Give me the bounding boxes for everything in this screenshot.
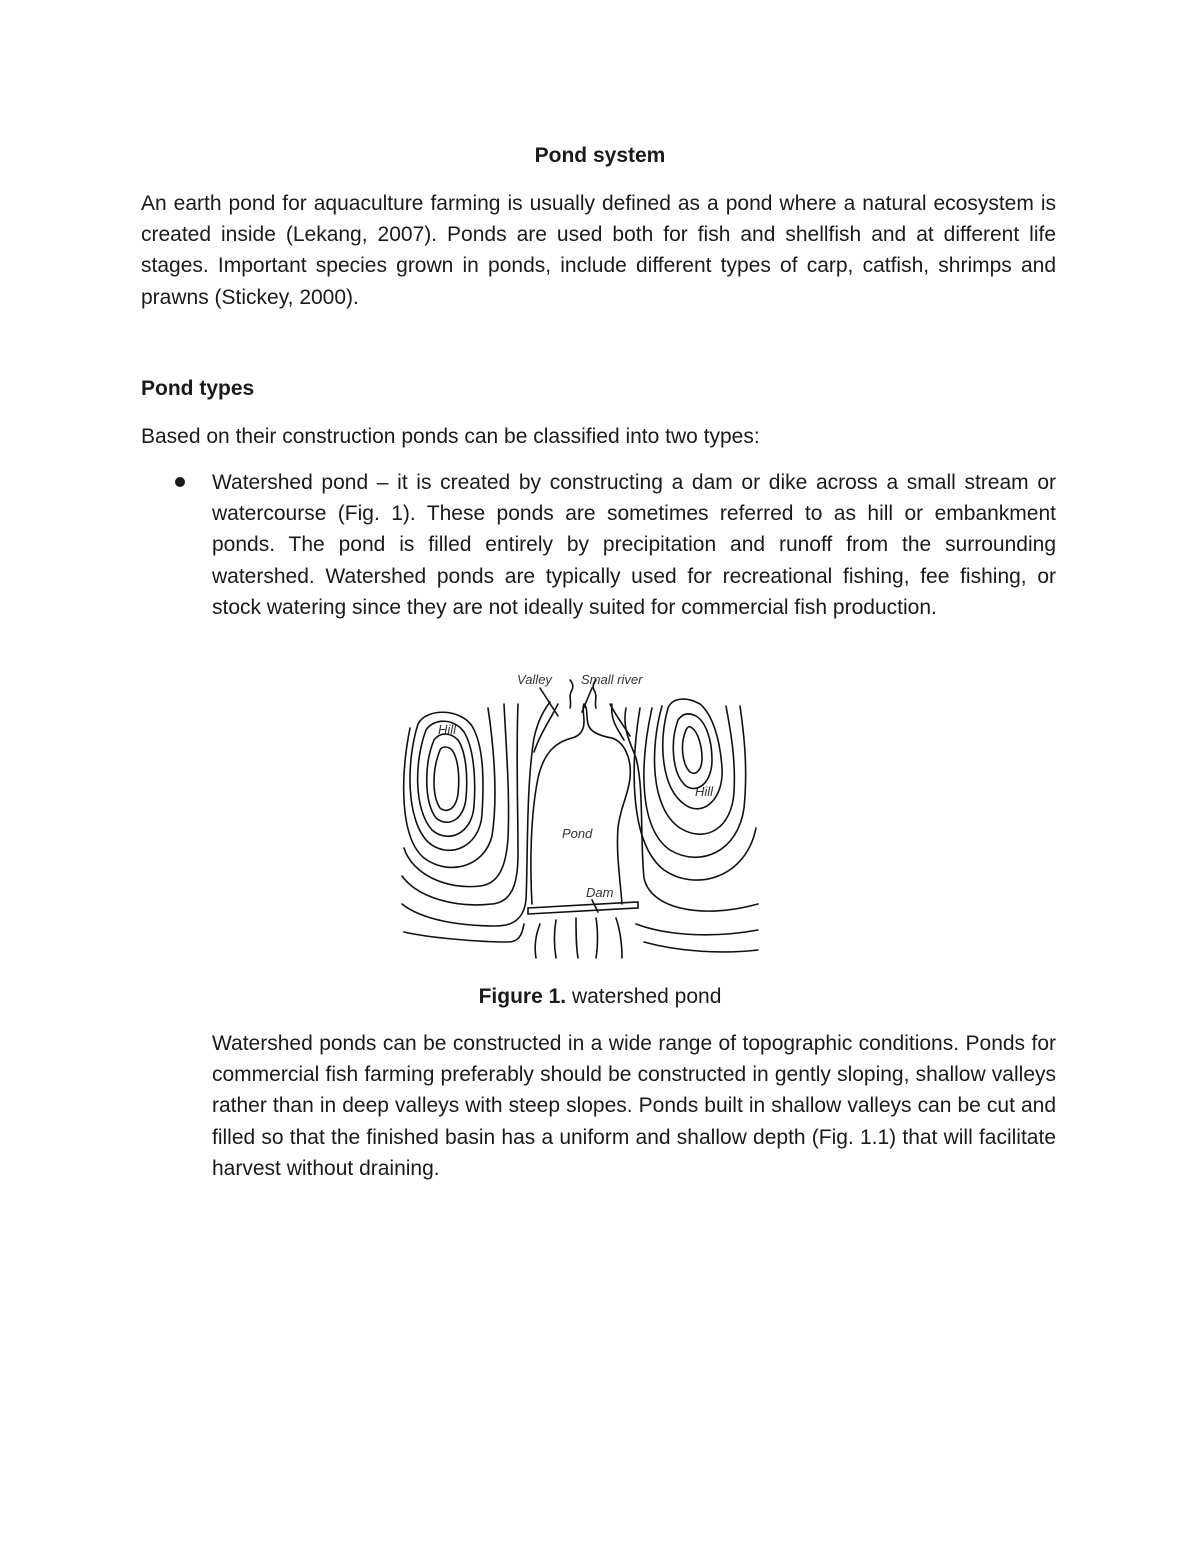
hill-right-contour-3 xyxy=(663,699,722,809)
watershed-pond-figure xyxy=(400,668,760,960)
stream-2 xyxy=(555,920,557,958)
hill-left-contour-1 xyxy=(434,747,459,810)
valley-leader xyxy=(540,688,558,716)
right-contour-10 xyxy=(644,942,758,952)
small-river-label: Small river xyxy=(581,672,643,687)
page-title: Pond system xyxy=(534,144,666,167)
stream-4 xyxy=(596,918,598,958)
dam-line-1 xyxy=(528,902,638,908)
valley-contour-1 xyxy=(534,704,558,752)
figure-caption-text: watershed pond xyxy=(566,985,722,1008)
intro-paragraph: An earth pond for aquaculture farming is usually defined as a pond where a natural ecosystem is created inside (Lekang, 2007). Ponds are used both for fish and shellfish and at different life stages. Important species grown in ponds, include different types of carp, catfish, shrimps and prawns (Stickey, 2000). xyxy=(141,192,1056,309)
river-squiggle-1 xyxy=(570,680,573,708)
pond-types-list xyxy=(141,467,1056,623)
dam-line-2 xyxy=(528,908,638,914)
stream-3 xyxy=(576,918,578,958)
figure-caption xyxy=(0,982,1200,1012)
valley-label: Valley xyxy=(517,672,552,687)
section-heading: Pond types xyxy=(141,377,255,400)
watershed-diagram xyxy=(400,668,760,960)
dam-label: Dam xyxy=(586,885,614,900)
list-item xyxy=(141,467,1056,623)
hill-right-contour-2 xyxy=(673,714,712,789)
figure-caption-label: Figure 1. xyxy=(478,985,567,1008)
pond-label: Pond xyxy=(562,826,593,841)
pond-outline xyxy=(531,704,630,904)
left-contour-6 xyxy=(404,704,509,887)
hill-left-label: Hill xyxy=(438,722,457,737)
stream-1 xyxy=(535,924,540,958)
hill-right-label: Hill xyxy=(695,784,714,799)
bullet-icon xyxy=(175,477,185,487)
right-contour-9 xyxy=(636,924,758,935)
list-item-text: Watershed pond – it is created by constructing a dam or dike across a small stream or watercourse (Fig. 1). These ponds are sometimes referred to as hill or embankment ponds. The pond is filled entirely by precipitation and runoff from the surrounding watershed. Watershed ponds are typically used for recreational fishing, fee fishing, or stock watering since they are not ideally suited for commercial fish production. xyxy=(212,471,1056,619)
left-contour-9 xyxy=(404,924,524,942)
hill-right-contour-1 xyxy=(683,727,702,774)
stream-5 xyxy=(616,918,622,958)
classify-paragraph: Based on their construction ponds can be classified into two types: xyxy=(141,425,760,448)
after-figure-paragraph: Watershed ponds can be constructed in a wide range of topographic conditions. Ponds for commercial fish farming preferably should be constructed in gently sloping, shallow valleys rather than in deep valleys with steep slopes. Ponds built in shallow valleys can be cut and filled so that the finished basin has a uniform and shallow depth (Fig. 1.1) that will facilitate harvest without draining. xyxy=(212,1032,1056,1180)
